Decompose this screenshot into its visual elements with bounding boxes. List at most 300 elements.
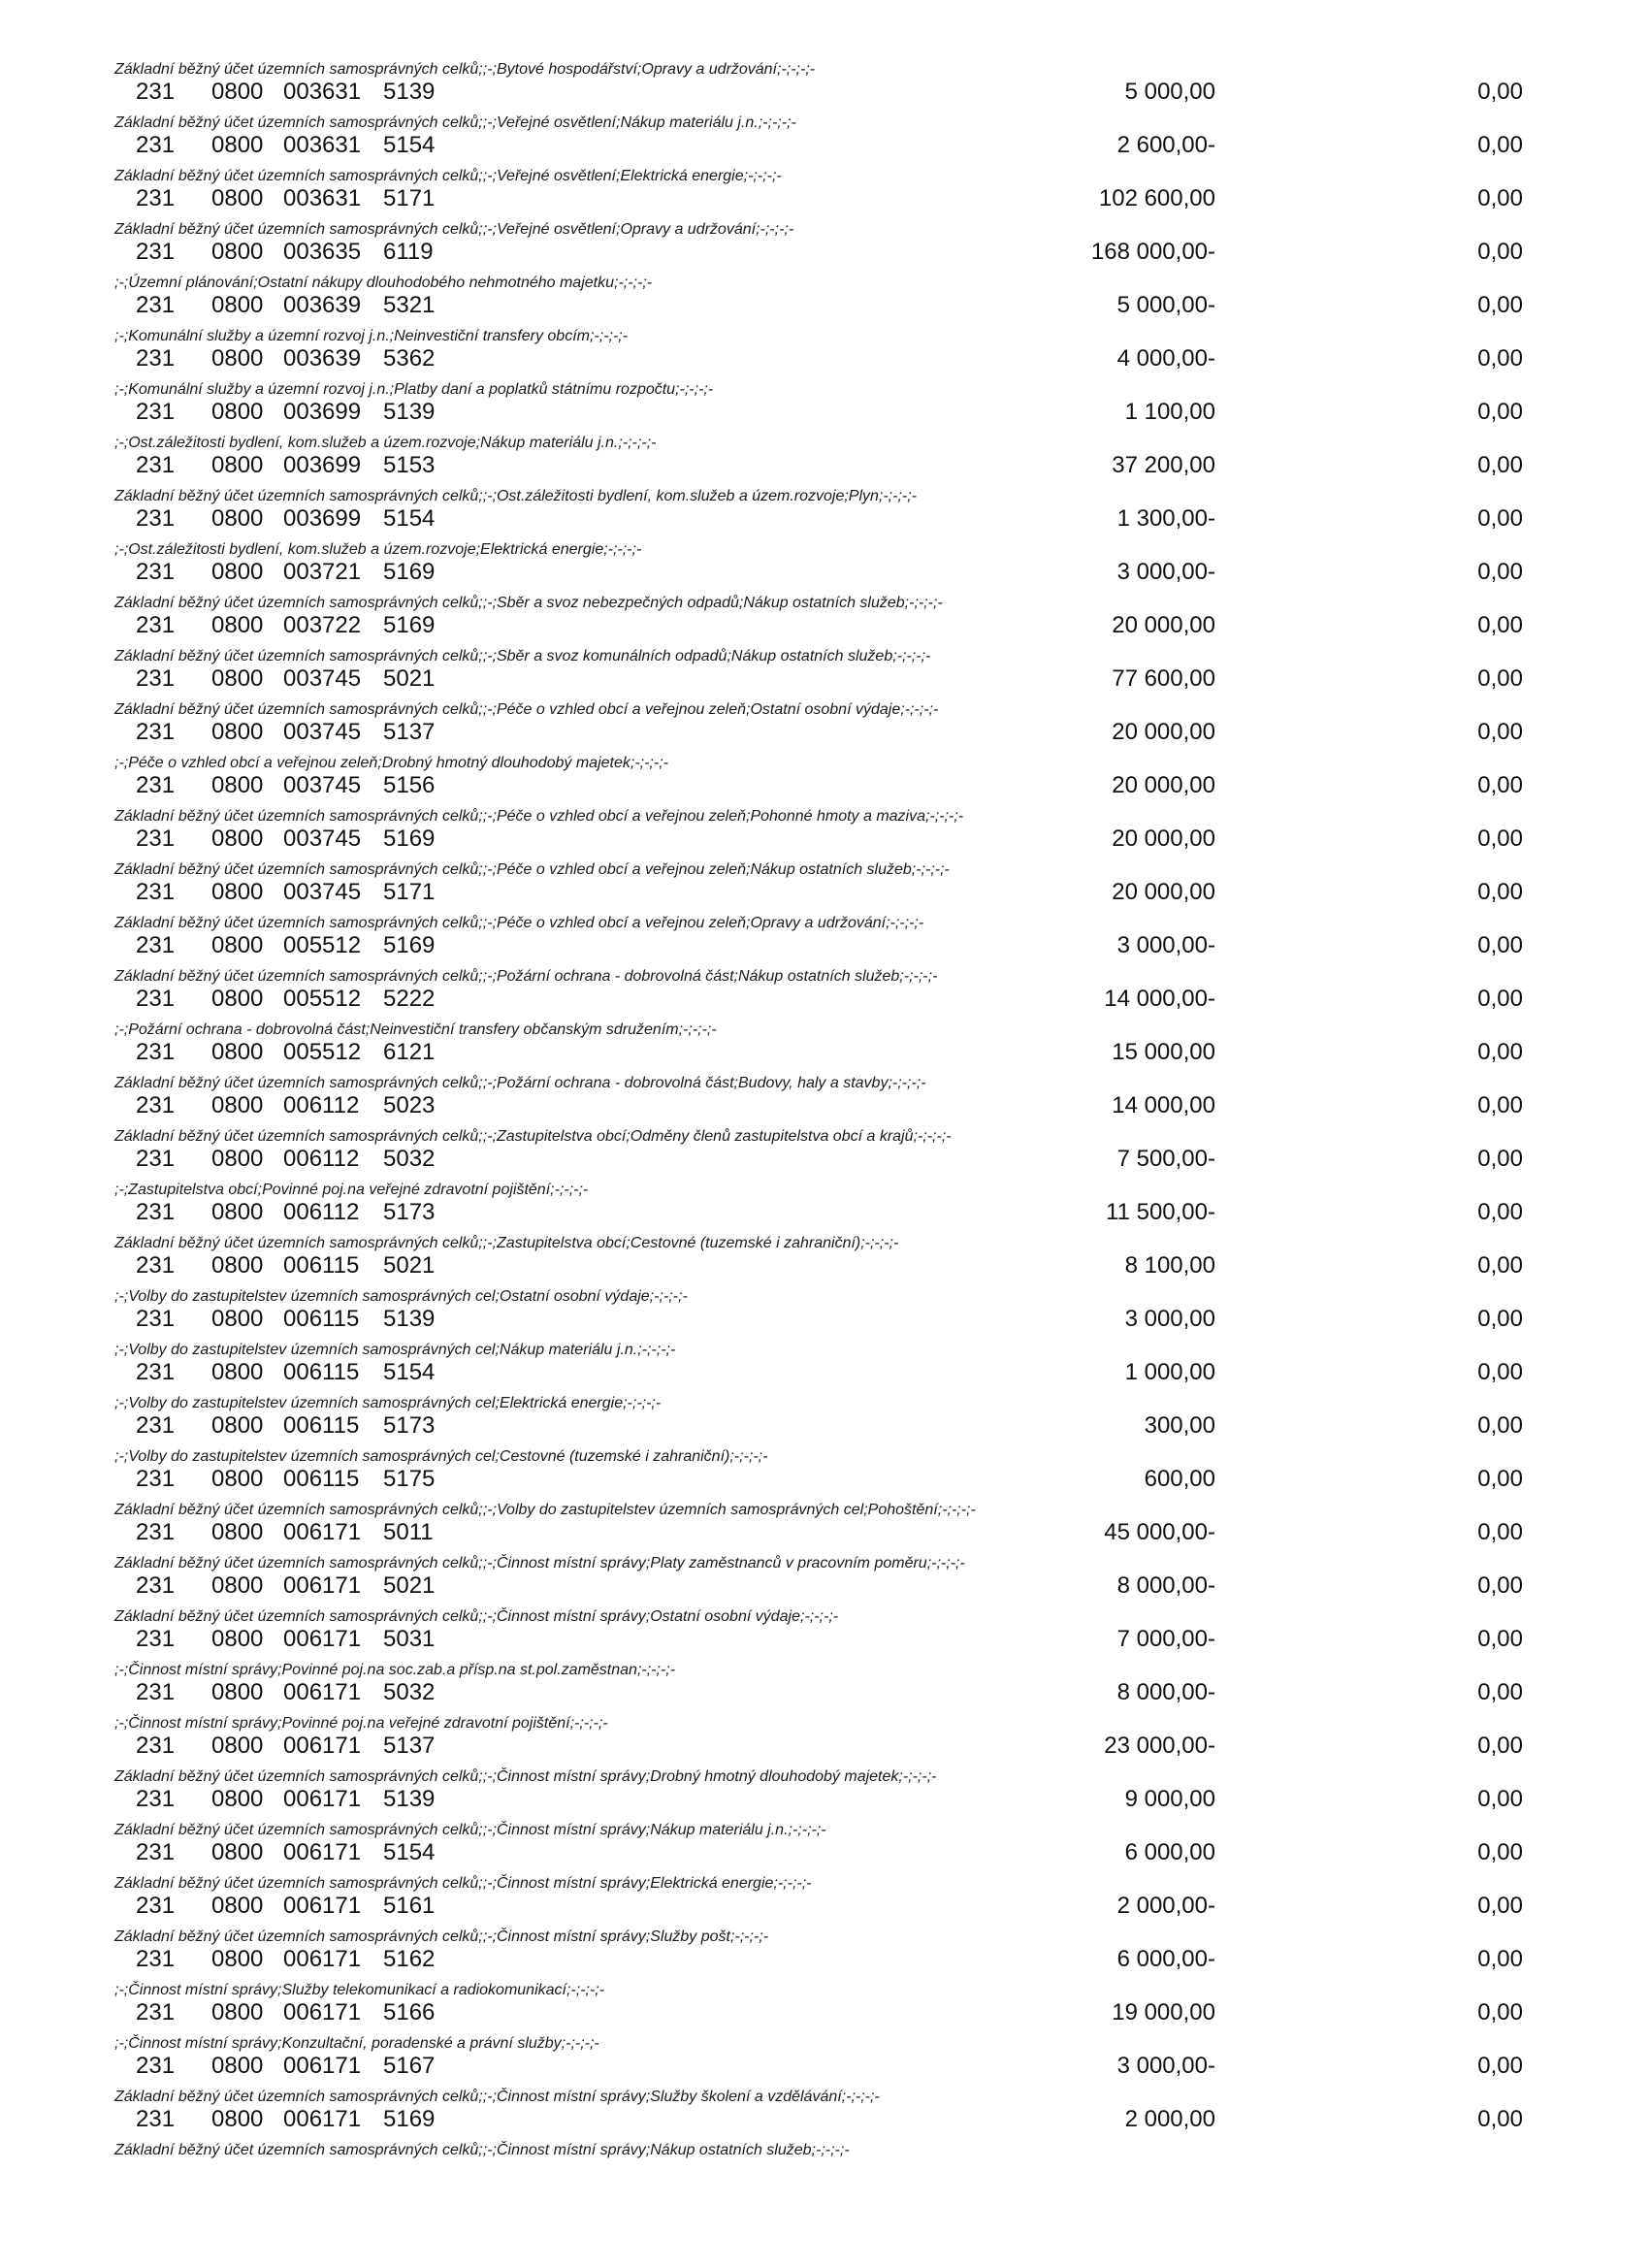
entry-values-row — [0, 1358, 1649, 1387]
section-code: 006171 — [283, 1893, 362, 1919]
ledger-entry — [0, 60, 1649, 113]
entry-values-row — [0, 291, 1649, 320]
amount-value: 7 000,00- — [1116, 1626, 1215, 1652]
section-code: 005512 — [283, 1039, 362, 1065]
amount-value: 9 000,00 — [1124, 1786, 1215, 1812]
secondary-amount-value: 0,00 — [1477, 1306, 1523, 1332]
entry-values-row — [0, 718, 1649, 747]
amount-value: 2 000,00 — [1124, 2106, 1215, 2132]
secondary-amount-value: 0,00 — [1477, 505, 1523, 532]
account-code: 231 — [136, 1519, 176, 1545]
entry-description: Základní běžný účet územních samosprávných celků;;-;Činnost místní správy;Platy zaměstnanců v pracovním poměru;-;-;-;- — [114, 1555, 965, 1571]
ledger-entry — [0, 1234, 1649, 1287]
paragraph-code: 0800 — [211, 1092, 264, 1118]
ledger-entry — [0, 1554, 1649, 1607]
secondary-amount-value: 0,00 — [1477, 1786, 1523, 1812]
section-code: 003699 — [283, 505, 362, 532]
secondary-amount-value: 0,00 — [1477, 185, 1523, 211]
section-code: 006115 — [283, 1252, 360, 1279]
entry-description: ;-;Komunální služby a územní rozvoj j.n.;Neinvestiční transfery obcím;-;-;-;- — [114, 328, 629, 344]
ledger-entry — [0, 434, 1649, 487]
amount-value: 5 000,00- — [1116, 292, 1215, 318]
section-code: 006115 — [283, 1359, 360, 1385]
paragraph-code: 0800 — [211, 1412, 264, 1439]
account-code: 231 — [136, 2053, 176, 2079]
section-code: 006171 — [283, 2106, 362, 2132]
paragraph-code: 0800 — [211, 1839, 264, 1865]
amount-value: 300,00 — [1144, 1412, 1215, 1439]
account-code: 231 — [136, 612, 176, 638]
paragraph-code: 0800 — [211, 452, 264, 478]
amount-value: 7 500,00- — [1116, 1146, 1215, 1172]
ledger-entry — [0, 594, 1649, 647]
entry-description: Základní běžný účet územních samosprávných celků;;-;Veřejné osvětlení;Opravy a udržování;-;-;-;- — [114, 221, 794, 238]
item-code: 5032 — [383, 1679, 436, 1705]
ledger-page — [0, 60, 1649, 2194]
paragraph-code: 0800 — [211, 719, 264, 745]
item-code: 5156 — [383, 772, 436, 798]
paragraph-code: 0800 — [211, 665, 264, 692]
entry-values-row — [0, 1038, 1649, 1067]
paragraph-code: 0800 — [211, 185, 264, 211]
section-code: 003745 — [283, 665, 362, 692]
ledger-entry — [0, 1767, 1649, 1821]
item-code: 5171 — [383, 185, 436, 211]
entry-description: Základní běžný účet územních samosprávných celků;;-;Péče o vzhled obcí a veřejnou zeleň;Opravy a udržování;-;-;-;- — [114, 915, 924, 931]
paragraph-code: 0800 — [211, 292, 264, 318]
entry-values-row — [0, 1678, 1649, 1707]
entry-description: Základní běžný účet územních samosprávných celků;;-;Volby do zastupitelstev územních samosprávných cel;Pohoštění;-;-;-;- — [114, 1502, 976, 1518]
paragraph-code: 0800 — [211, 932, 264, 958]
paragraph-code: 0800 — [211, 772, 264, 798]
amount-value: 168 000,00- — [1090, 239, 1215, 265]
ledger-entry — [0, 2088, 1649, 2141]
entry-values-row — [0, 184, 1649, 213]
entry-description: Základní běžný účet územních samosprávných celků;;-;Činnost místní správy;Nákup materiálu j.n.;-;-;-;- — [114, 1822, 826, 1838]
section-code: 006171 — [283, 1786, 362, 1812]
paragraph-code: 0800 — [211, 399, 264, 425]
amount-value: 1 100,00 — [1124, 399, 1215, 425]
paragraph-code: 0800 — [211, 986, 264, 1012]
ledger-footer — [0, 2141, 1649, 2194]
amount-value: 77 600,00 — [1112, 665, 1215, 692]
amount-value: 8 000,00- — [1116, 1572, 1215, 1599]
paragraph-code: 0800 — [211, 345, 264, 372]
secondary-amount-value: 0,00 — [1477, 2053, 1523, 2079]
amount-value: 2 000,00- — [1116, 1893, 1215, 1919]
entry-description: ;-;Činnost místní správy;Konzultační, poradenské a právní služby;-;-;-;- — [114, 2035, 599, 2052]
secondary-amount-value: 0,00 — [1477, 1092, 1523, 1118]
amount-value: 20 000,00 — [1112, 612, 1215, 638]
ledger-entry — [0, 1874, 1649, 1928]
amount-value: 14 000,00 — [1112, 1092, 1215, 1118]
account-code: 231 — [136, 826, 176, 852]
section-code: 006115 — [283, 1306, 360, 1332]
secondary-amount-value: 0,00 — [1477, 1839, 1523, 1865]
section-code: 006115 — [283, 1412, 360, 1439]
account-code: 231 — [136, 772, 176, 798]
secondary-amount-value: 0,00 — [1477, 932, 1523, 958]
amount-value: 11 500,00- — [1106, 1199, 1215, 1225]
secondary-amount-value: 0,00 — [1477, 1679, 1523, 1705]
ledger-entry — [0, 540, 1649, 594]
amount-value: 3 000,00- — [1116, 2053, 1215, 2079]
paragraph-code: 0800 — [211, 79, 264, 105]
item-code: 5139 — [383, 79, 436, 105]
item-code: 5162 — [383, 1946, 436, 1972]
account-code: 231 — [136, 1572, 176, 1599]
item-code: 5167 — [383, 2053, 436, 2079]
ledger-entry — [0, 1394, 1649, 1447]
entry-values-row — [0, 1732, 1649, 1761]
paragraph-code: 0800 — [211, 826, 264, 852]
ledger-entry — [0, 647, 1649, 700]
amount-value: 20 000,00 — [1112, 719, 1215, 745]
section-code: 006112 — [283, 1092, 360, 1118]
ledger-entry — [0, 1661, 1649, 1714]
section-code: 005512 — [283, 986, 362, 1012]
entry-description: ;-;Péče o vzhled obcí a veřejnou zeleň;Drobný hmotný dlouhodobý majetek;-;-;-;- — [114, 755, 668, 771]
paragraph-code: 0800 — [211, 1999, 264, 2025]
ledger-entry — [0, 220, 1649, 274]
item-code: 5032 — [383, 1146, 436, 1172]
section-code: 006171 — [283, 1999, 362, 2025]
item-code: 5173 — [383, 1412, 436, 1439]
section-code: 006171 — [283, 1733, 362, 1759]
amount-value: 8 000,00- — [1116, 1679, 1215, 1705]
secondary-amount-value: 0,00 — [1477, 79, 1523, 105]
section-code: 003745 — [283, 879, 362, 905]
section-code: 006112 — [283, 1199, 360, 1225]
ledger-entry — [0, 807, 1649, 860]
secondary-amount-value: 0,00 — [1477, 1519, 1523, 1545]
amount-value: 14 000,00- — [1104, 986, 1215, 1012]
account-code: 231 — [136, 1626, 176, 1652]
amount-value: 3 000,00 — [1124, 1306, 1215, 1332]
paragraph-code: 0800 — [211, 1039, 264, 1065]
amount-value: 15 000,00 — [1112, 1039, 1215, 1065]
entry-values-row — [0, 398, 1649, 427]
ledger-entry — [0, 1341, 1649, 1394]
account-code: 231 — [136, 292, 176, 318]
paragraph-code: 0800 — [211, 1359, 264, 1385]
account-code: 231 — [136, 399, 176, 425]
item-code: 5175 — [383, 1466, 436, 1492]
item-code: 5362 — [383, 345, 436, 372]
section-code: 003699 — [283, 399, 362, 425]
entry-values-row — [0, 664, 1649, 694]
entry-description: Základní běžný účet územních samosprávných celků;;-;Péče o vzhled obcí a veřejnou zeleň;Pohonné hmoty a maziva;-;-;-;- — [114, 808, 964, 825]
secondary-amount-value: 0,00 — [1477, 719, 1523, 745]
ledger-entry — [0, 1501, 1649, 1554]
ledger-entry — [0, 113, 1649, 167]
amount-value: 23 000,00- — [1104, 1733, 1215, 1759]
item-code: 5021 — [383, 665, 436, 692]
ledger-entry — [0, 1821, 1649, 1874]
secondary-amount-value: 0,00 — [1477, 239, 1523, 265]
entry-description: ;-;Volby do zastupitelstev územních samosprávných cel;Cestovné (tuzemské i zahraniční);-;-;-;- — [114, 1448, 768, 1465]
entry-description: Základní běžný účet územních samosprávných celků;;-;Zastupitelstva obcí;Cestovné (tuzemské i zahraniční);-;-;-;- — [114, 1235, 899, 1251]
item-code: 5031 — [383, 1626, 436, 1652]
secondary-amount-value: 0,00 — [1477, 1946, 1523, 1972]
account-code: 231 — [136, 932, 176, 958]
section-code: 006171 — [283, 1519, 362, 1545]
paragraph-code: 0800 — [211, 559, 264, 585]
secondary-amount-value: 0,00 — [1477, 452, 1523, 478]
secondary-amount-value: 0,00 — [1477, 986, 1523, 1012]
entry-values-row — [0, 1198, 1649, 1227]
section-code: 003639 — [283, 292, 362, 318]
account-code: 231 — [136, 2106, 176, 2132]
item-code: 5154 — [383, 132, 436, 158]
secondary-amount-value: 0,00 — [1477, 612, 1523, 638]
item-code: 6119 — [383, 239, 434, 265]
item-code: 5021 — [383, 1572, 436, 1599]
section-code: 005512 — [283, 932, 362, 958]
account-code: 231 — [136, 1839, 176, 1865]
item-code: 5321 — [383, 292, 436, 318]
secondary-amount-value: 0,00 — [1477, 1359, 1523, 1385]
section-code: 006115 — [283, 1466, 360, 1492]
secondary-amount-value: 0,00 — [1477, 1626, 1523, 1652]
entry-values-row — [0, 1838, 1649, 1867]
entry-description: ;-;Činnost místní správy;Služby telekomunikací a radiokomunikací;-;-;-;- — [114, 1982, 605, 1998]
ledger-entry — [0, 1447, 1649, 1501]
account-code: 231 — [136, 1146, 176, 1172]
entry-description: Základní běžný účet územních samosprávných celků;;-;Sběr a svoz nebezpečných odpadů;Nákup ostatních služeb;-;-;-;- — [114, 595, 943, 611]
section-code: 003635 — [283, 239, 362, 265]
entry-values-row — [0, 238, 1649, 267]
secondary-amount-value: 0,00 — [1477, 826, 1523, 852]
account-code: 231 — [136, 879, 176, 905]
entry-values-row — [0, 1785, 1649, 1814]
section-code: 006171 — [283, 1679, 362, 1705]
entry-values-row — [0, 2105, 1649, 2134]
secondary-amount-value: 0,00 — [1477, 1146, 1523, 1172]
secondary-amount-value: 0,00 — [1477, 345, 1523, 372]
ledger-entry — [0, 1074, 1649, 1127]
entry-description: ;-;Územní plánování;Ostatní nákupy dlouhodobého nehmotného majetku;-;-;-;- — [114, 275, 653, 291]
account-code: 231 — [136, 1786, 176, 1812]
account-code: 231 — [136, 1946, 176, 1972]
account-code: 231 — [136, 559, 176, 585]
section-code: 003639 — [283, 345, 362, 372]
paragraph-code: 0800 — [211, 1466, 264, 1492]
amount-value: 8 100,00 — [1124, 1252, 1215, 1279]
account-code: 231 — [136, 132, 176, 158]
item-code: 5153 — [383, 452, 436, 478]
paragraph-code: 0800 — [211, 1679, 264, 1705]
entry-description: Základní běžný účet územních samosprávných celků;;-;Veřejné osvětlení;Nákup materiálu j.n.;-;-;-;- — [114, 114, 796, 131]
entry-description: Základní běžný účet územních samosprávných celků;;-;Sběr a svoz komunálních odpadů;Nákup ostatních služeb;-;-;-;- — [114, 648, 931, 664]
entry-values-row — [0, 1998, 1649, 2027]
ledger-entry — [0, 1714, 1649, 1767]
paragraph-code: 0800 — [211, 505, 264, 532]
section-code: 003631 — [283, 132, 362, 158]
entry-description: Základní běžný účet územních samosprávných celků;;-;Činnost místní správy;Drobný hmotný dlouhodobý majetek;-;-;-;- — [114, 1768, 937, 1785]
paragraph-code: 0800 — [211, 1626, 264, 1652]
secondary-amount-value: 0,00 — [1477, 1252, 1523, 1279]
entry-description: ;-;Zastupitelstva obcí;Povinné poj.na veřejné zdravotní pojištění;-;-;-;- — [114, 1182, 589, 1198]
entry-values-row — [0, 1411, 1649, 1441]
section-code: 003722 — [283, 612, 362, 638]
amount-value: 600,00 — [1144, 1466, 1215, 1492]
amount-value: 102 600,00 — [1098, 185, 1215, 211]
entry-values-row — [0, 878, 1649, 907]
account-code: 231 — [136, 719, 176, 745]
secondary-amount-value: 0,00 — [1477, 1733, 1523, 1759]
entry-description: Základní běžný účet územních samosprávných celků;;-;Péče o vzhled obcí a veřejnou zeleň;Ostatní osobní výdaje;-;-;-;- — [114, 701, 939, 718]
amount-value: 20 000,00 — [1112, 772, 1215, 798]
paragraph-code: 0800 — [211, 612, 264, 638]
paragraph-code: 0800 — [211, 2106, 264, 2132]
ledger-entry — [0, 380, 1649, 434]
section-code: 003745 — [283, 826, 362, 852]
entry-values-row — [0, 1625, 1649, 1654]
entry-values-row — [0, 1892, 1649, 1921]
paragraph-code: 0800 — [211, 132, 264, 158]
amount-value: 1 000,00 — [1124, 1359, 1215, 1385]
section-code: 006171 — [283, 1946, 362, 1972]
account-code: 231 — [136, 1733, 176, 1759]
entry-values-row — [0, 611, 1649, 640]
entry-values-row — [0, 1145, 1649, 1174]
paragraph-code: 0800 — [211, 1519, 264, 1545]
ledger-entry — [0, 914, 1649, 967]
amount-value: 19 000,00 — [1112, 1999, 1215, 2025]
amount-value: 1 300,00- — [1116, 505, 1215, 532]
paragraph-code: 0800 — [211, 1199, 264, 1225]
ledger-entry — [0, 2034, 1649, 2088]
secondary-amount-value: 0,00 — [1477, 399, 1523, 425]
secondary-amount-value: 0,00 — [1477, 1572, 1523, 1599]
entry-values-row — [0, 504, 1649, 534]
entry-description: Základní běžný účet územních samosprávných celků;;-;Veřejné osvětlení;Elektrická energie;-;-;-;- — [114, 168, 782, 184]
account-code: 231 — [136, 239, 176, 265]
secondary-amount-value: 0,00 — [1477, 559, 1523, 585]
ledger-entry — [0, 754, 1649, 807]
secondary-amount-value: 0,00 — [1477, 292, 1523, 318]
amount-value: 5 000,00 — [1124, 79, 1215, 105]
account-code: 231 — [136, 1252, 176, 1279]
section-code: 003721 — [283, 559, 362, 585]
entry-values-row — [0, 771, 1649, 800]
entry-description: Základní běžný účet územních samosprávných celků;;-;Zastupitelstva obcí;Odměny členů zastupitelstva obcí a krajů;-;-;-;- — [114, 1128, 952, 1145]
item-code: 5011 — [383, 1519, 434, 1545]
ledger-entry — [0, 1181, 1649, 1234]
amount-value: 45 000,00- — [1104, 1519, 1215, 1545]
item-code: 5171 — [383, 879, 436, 905]
ledger-entry — [0, 967, 1649, 1021]
entry-description: Základní běžný účet územních samosprávných celků;;-;Požární ochrana - dobrovolná část;Budovy, haly a stavby;-;-;-;- — [114, 1075, 926, 1091]
paragraph-code: 0800 — [211, 1733, 264, 1759]
amount-value: 6 000,00- — [1116, 1946, 1215, 1972]
item-code: 5021 — [383, 1252, 436, 1279]
account-code: 231 — [136, 1679, 176, 1705]
account-code: 231 — [136, 505, 176, 532]
entry-description: Základní běžný účet územních samosprávných celků;;-;Ost.záležitosti bydlení, kom.služeb a územ.rozvoje;Plyn;-;-;-;- — [114, 488, 917, 504]
item-code: 5137 — [383, 719, 436, 745]
secondary-amount-value: 0,00 — [1477, 2106, 1523, 2132]
secondary-amount-value: 0,00 — [1477, 1466, 1523, 1492]
entry-values-row — [0, 1518, 1649, 1547]
account-code: 231 — [136, 1092, 176, 1118]
secondary-amount-value: 0,00 — [1477, 1999, 1523, 2025]
entry-description: ;-;Komunální služby a územní rozvoj j.n.;Platby daní a poplatků státnímu rozpočtu;-;-;-;- — [114, 381, 714, 398]
account-code: 231 — [136, 1039, 176, 1065]
amount-value: 3 000,00- — [1116, 559, 1215, 585]
item-code: 5169 — [383, 559, 436, 585]
item-code: 5169 — [383, 2106, 436, 2132]
paragraph-code: 0800 — [211, 1946, 264, 1972]
entry-values-row — [0, 451, 1649, 480]
item-code: 5137 — [383, 1733, 436, 1759]
section-code: 003699 — [283, 452, 362, 478]
account-code: 231 — [136, 1359, 176, 1385]
account-code: 231 — [136, 986, 176, 1012]
account-code: 231 — [136, 452, 176, 478]
footer-description: Základní běžný účet územních samosprávných celků;;-;Činnost místní správy;Nákup ostatních služeb;-;-;-;- — [114, 2142, 850, 2158]
account-code: 231 — [136, 79, 176, 105]
ledger-entry — [0, 1928, 1649, 1981]
ledger-entry — [0, 700, 1649, 754]
ledger-entry — [0, 1607, 1649, 1661]
section-code: 006112 — [283, 1146, 360, 1172]
paragraph-code: 0800 — [211, 2053, 264, 2079]
amount-value: 4 000,00- — [1116, 345, 1215, 372]
amount-value: 2 600,00- — [1116, 132, 1215, 158]
ledger-entry — [0, 167, 1649, 220]
section-code: 003631 — [283, 79, 362, 105]
account-code: 231 — [136, 1999, 176, 2025]
entry-values-row — [0, 1945, 1649, 1974]
ledger-entry — [0, 1021, 1649, 1074]
section-code: 006171 — [283, 1572, 362, 1599]
entry-description: ;-;Volby do zastupitelstev územních samosprávných cel;Elektrická energie;-;-;-;- — [114, 1395, 662, 1411]
paragraph-code: 0800 — [211, 879, 264, 905]
account-code: 231 — [136, 345, 176, 372]
account-code: 231 — [136, 1199, 176, 1225]
section-code: 003745 — [283, 772, 362, 798]
amount-value: 6 000,00 — [1124, 1839, 1215, 1865]
account-code: 231 — [136, 185, 176, 211]
entry-values-row — [0, 985, 1649, 1014]
entry-description: Základní běžný účet územních samosprávných celků;;-;Činnost místní správy;Ostatní osobní výdaje;-;-;-;- — [114, 1608, 839, 1625]
entry-description: Základní běžný účet územních samosprávných celků;;-;Činnost místní správy;Služby pošt;-;-;-;- — [114, 1928, 769, 1945]
section-code: 003631 — [283, 185, 362, 211]
amount-value: 3 000,00- — [1116, 932, 1215, 958]
item-code: 5169 — [383, 612, 436, 638]
entry-values-row — [0, 1251, 1649, 1280]
entry-values-row — [0, 344, 1649, 373]
ledger-entry — [0, 487, 1649, 540]
ledger-entry — [0, 327, 1649, 380]
secondary-amount-value: 0,00 — [1477, 1199, 1523, 1225]
secondary-amount-value: 0,00 — [1477, 1412, 1523, 1439]
paragraph-code: 0800 — [211, 1252, 264, 1279]
secondary-amount-value: 0,00 — [1477, 1039, 1523, 1065]
item-code: 5173 — [383, 1199, 436, 1225]
entry-description: Základní běžný účet územních samosprávných celků;;-;Požární ochrana - dobrovolná část;Nákup ostatních služeb;-;-;-;- — [114, 968, 938, 985]
account-code: 231 — [136, 1306, 176, 1332]
secondary-amount-value: 0,00 — [1477, 772, 1523, 798]
entry-description: ;-;Volby do zastupitelstev územních samosprávných cel;Ostatní osobní výdaje;-;-;-;- — [114, 1288, 688, 1305]
ledger-entries — [0, 60, 1649, 2141]
ledger-entry — [0, 274, 1649, 327]
secondary-amount-value: 0,00 — [1477, 879, 1523, 905]
account-code: 231 — [136, 665, 176, 692]
entry-description: ;-;Požární ochrana - dobrovolná část;Neinvestiční transfery občanským sdružením;-;-;-;- — [114, 1021, 717, 1038]
